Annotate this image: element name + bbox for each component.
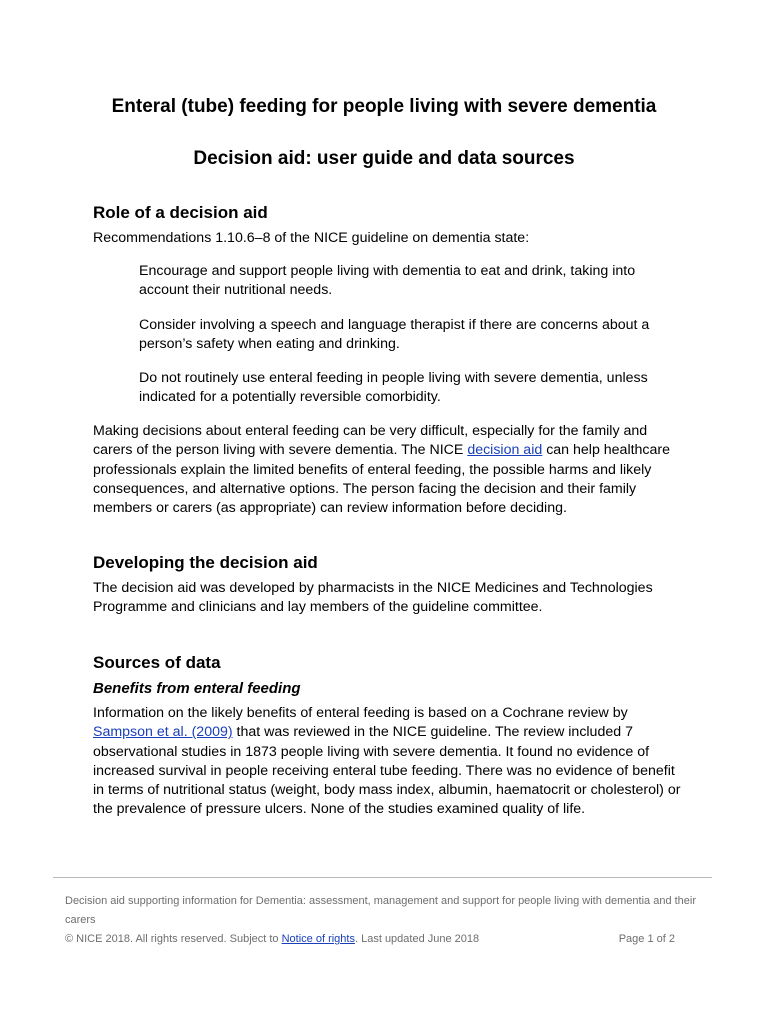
document-title: Enteral (tube) feeding for people living with severe dementia (111, 96, 657, 117)
role-body-text-start: Making decisions about enteral feeding can be very difficult, especially for the family and carers of the person living with severe dementia. The NICE (93, 423, 648, 459)
sampson-2009-link[interactable]: Sampson et al. (2009) (93, 724, 233, 741)
page-number: Page 1 of 2 (618, 933, 675, 945)
guideline-quote-3: Do not routinely use enteral feeding in people living with severe dementia, unless indicated for a potentially reversible comorbidity. (139, 370, 648, 406)
role-body-text-end: can help healthcare professionals explain the limited benefits of enteral feeding, the possible harms and likely consequences, and alternative options. The person facing the decision and their family members or carers (as appropriate) can review information before deciding. (93, 442, 671, 517)
subheading-benefits-enteral-feeding: Benefits from enteral feeding (93, 680, 301, 697)
heading-developing-decision-aid: Developing the decision aid (93, 553, 318, 572)
role-body-paragraph (93, 422, 683, 518)
footer-copyright-text-end: . Last updated June 2018 (354, 933, 480, 945)
developing-body-paragraph: The decision aid was developed by pharmacists in the NICE Medicines and Technologies Programme and clinicians and lay members of the guideline committee. (93, 580, 653, 616)
role-intro-paragraph: Recommendations 1.10.6–8 of the NICE guideline on dementia state: (93, 230, 530, 246)
notice-of-rights-link[interactable]: Notice of rights (281, 933, 355, 945)
footer-divider (53, 877, 712, 878)
footer-description: Decision aid supporting information for Dementia: assessment, management and support for people living with dementia and their carers (65, 895, 697, 926)
footer-copyright-text-start: © NICE 2018. All rights reserved. Subject to (65, 933, 282, 945)
guideline-quote-2: Consider involving a speech and language therapist if there are concerns about a person’s safety when eating and drinking. (139, 317, 650, 353)
sources-body-text-start: Information on the likely benefits of enteral feeding is based on a Cochrane review by (93, 705, 628, 721)
heading-role-of-decision-aid: Role of a decision aid (93, 203, 268, 222)
sources-body-text-end: that was reviewed in the NICE guideline. The review included 7 observational studies in 1873 people living with severe dementia. It found no evidence of increased survival in people receiving enteral tube feeding. There was no evidence of benefit in terms of nutritional status (weight, body mass index, albumin, haematocrit or cholesterol) or the prevalence of pressure ulcers. None of the studies examined quality of life. (93, 724, 681, 818)
sources-body-paragraph (93, 704, 683, 820)
document-subtitle: Decision aid: user guide and data sources (193, 148, 575, 169)
guideline-quote-1: Encourage and support people living with dementia to eat and drink, taking into account their nutritional needs. (139, 263, 636, 299)
heading-sources-of-data: Sources of data (93, 653, 221, 672)
footer-copyright (65, 930, 705, 949)
decision-aid-link[interactable]: decision aid (467, 442, 543, 459)
